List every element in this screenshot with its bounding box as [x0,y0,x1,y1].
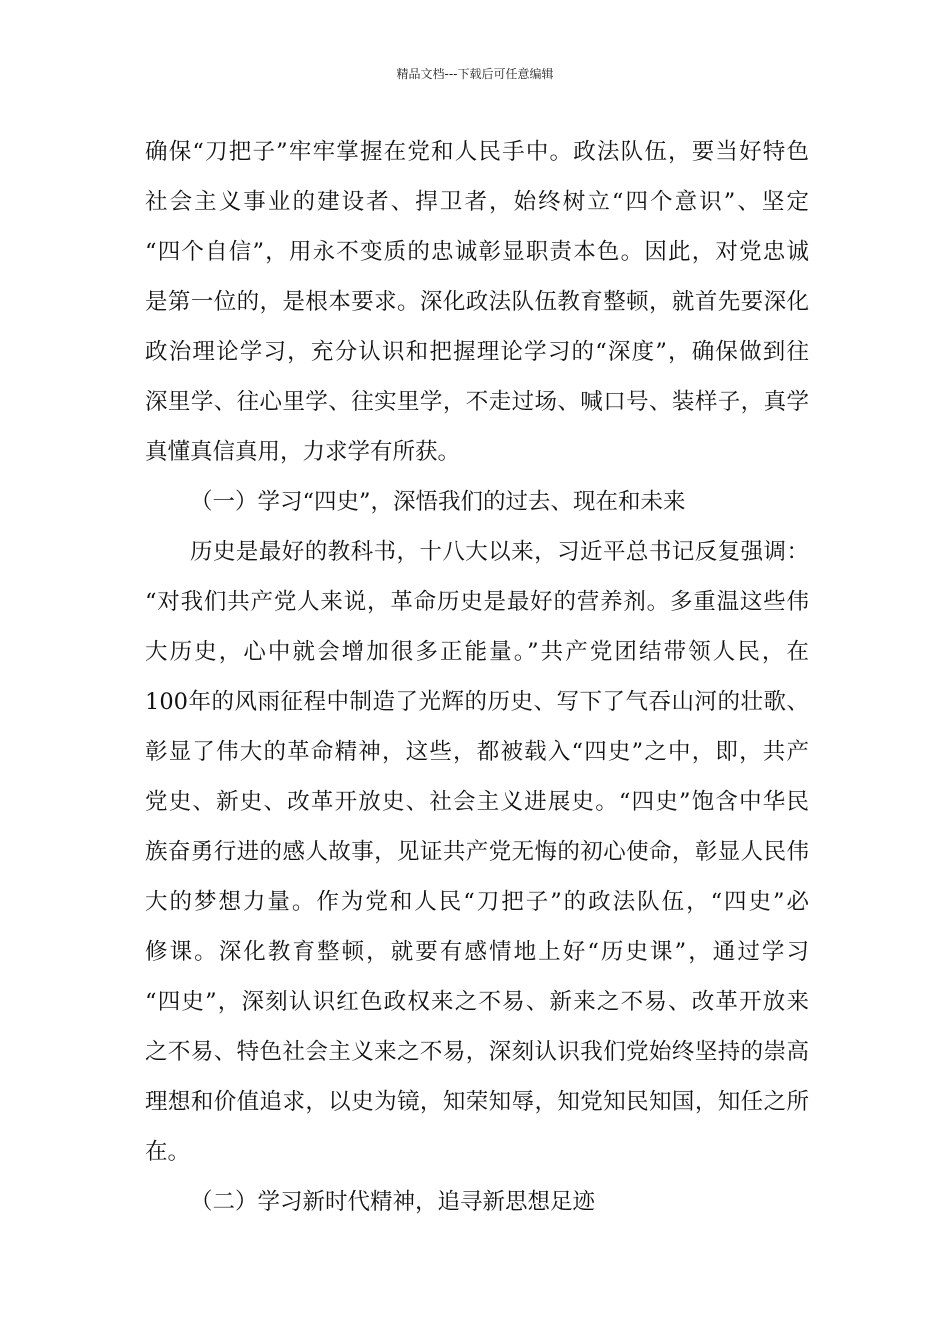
body-line: 之不易、特色社会主义来之不易，深刻认识我们党始终坚持的崇高 [145,1039,809,1065]
body-line: 党史、新史、改革开放史、社会主义进展史。“四史”饱含中华民 [145,789,809,815]
body-line: 历史是最好的教科书，十八大以来，习近平总书记反复强调： [190,539,809,565]
body-line: 100年的风雨征程中制造了光辉的历史、写下了气吞山河的壮歌、 [145,689,809,715]
body-line: 深里学、往心里学、往实里学，不走过场、喊口号、装样子，真学 [145,389,809,415]
body-line: “对我们共产党人来说，革命历史是最好的营养剂。多重温这些伟 [145,589,809,615]
body-line: 社会主义事业的建设者、捍卫者，始终树立“四个意识”、坚定 [145,189,809,215]
body-line: 确保“刀把子”牢牢掌握在党和人民手中。政法队伍，要当好特色 [145,139,809,165]
section-heading-1: （一）学习“四史”，深悟我们的过去、现在和未来 [190,489,686,515]
body-line: 真懂真信真用，力求学有所获。 [145,439,461,465]
body-line: 在。 [145,1139,191,1165]
body-line: 族奋勇行进的感人故事，见证共产党无悔的初心使命，彰显人民伟 [145,839,809,865]
page-header: 精品文档---下载后可任意编辑 [396,67,554,81]
body-line: 彰显了伟大的革命精神，这些，都被载入“四史”之中，即，共产 [145,739,809,765]
body-line: 政治理论学习，充分认识和把握理论学习的“深度”，确保做到往 [145,339,809,365]
document-body [145,127,809,1227]
body-line: 大的梦想力量。作为党和人民“刀把子”的政法队伍，“四史”必 [145,889,809,915]
body-line: “四个自信”，用永不变质的忠诚彰显职责本色。因此，对党忠诚 [145,239,809,265]
body-line: 理想和价值追求，以史为镜，知荣知辱，知党知民知国，知任之所 [145,1089,809,1115]
body-line: 修课。深化教育整顿，就要有感情地上好“历史课”，通过学习 [145,939,809,965]
section-heading-2: （二）学习新时代精神，追寻新思想足迹 [190,1189,596,1215]
body-line: 大历史，心中就会增加很多正能量。”共产党团结带领人民，在 [145,639,809,665]
body-line: 是第一位的，是根本要求。深化政法队伍教育整顿，就首先要深化 [145,289,809,315]
body-line: “四史”，深刻认识红色政权来之不易、新来之不易、改革开放来 [145,989,809,1015]
